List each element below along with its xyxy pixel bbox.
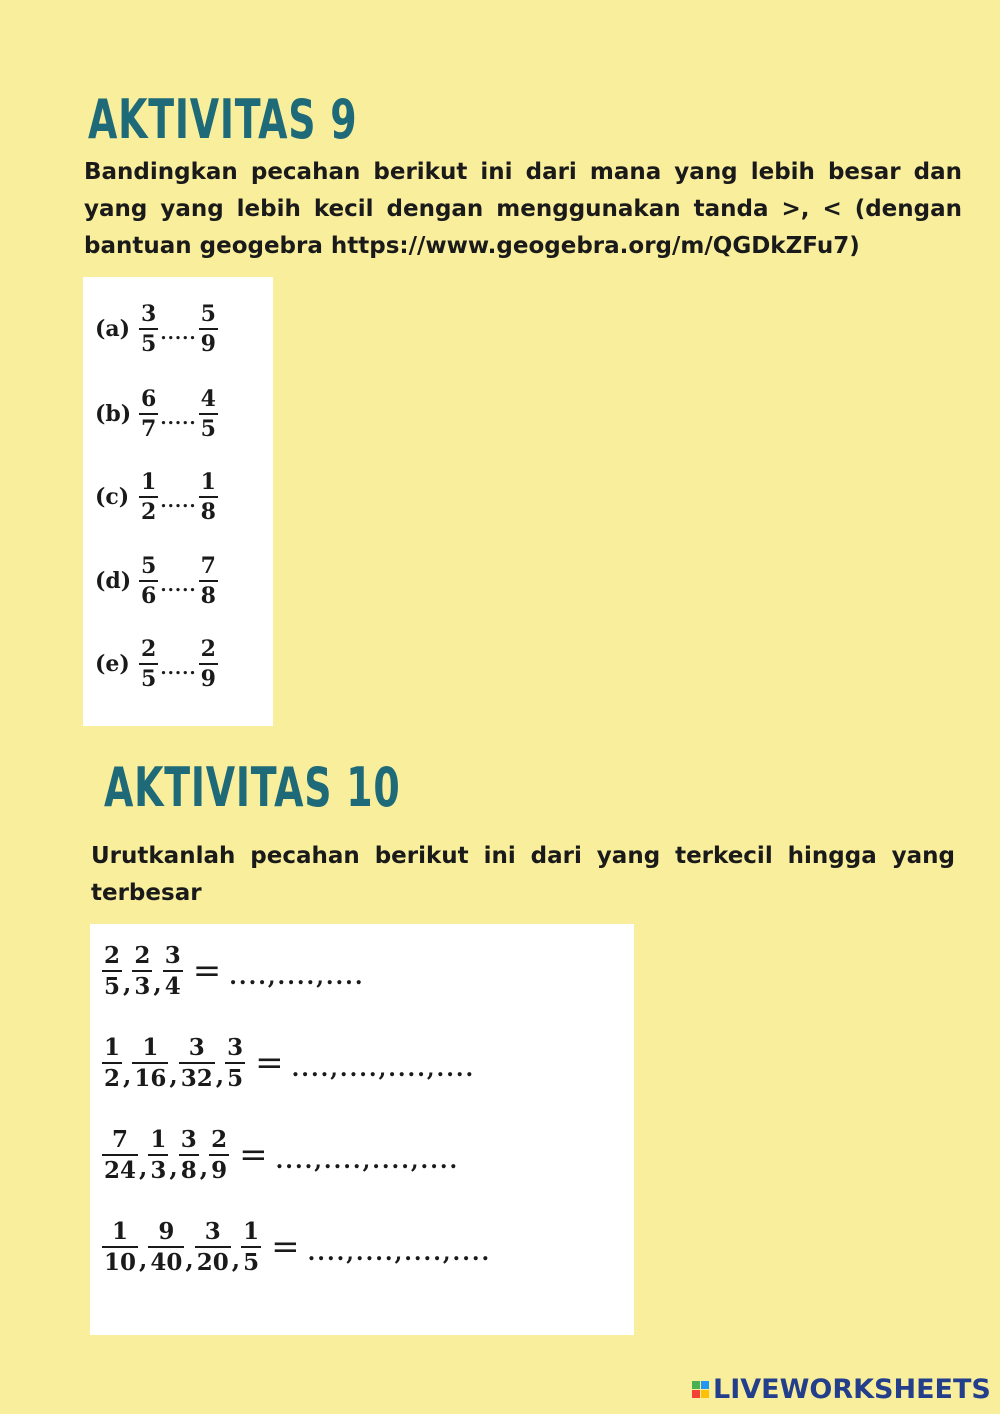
answer-blank[interactable]: ....,....,.... xyxy=(229,964,365,990)
numerator: 3 xyxy=(188,1034,205,1061)
instruction-line: terbesar xyxy=(91,880,202,906)
numerator: 7 xyxy=(200,553,216,579)
item-label: (a) xyxy=(95,316,131,342)
fraction xyxy=(139,388,158,440)
denominator: 8 xyxy=(200,499,216,525)
fraction-bar xyxy=(139,496,158,498)
numerator: 1 xyxy=(104,1034,121,1061)
numerator: 1 xyxy=(142,1034,159,1061)
numerator: 7 xyxy=(112,1126,129,1153)
answer-blank[interactable]: ..... xyxy=(160,490,197,512)
denominator: 5 xyxy=(243,1249,260,1276)
fraction xyxy=(179,1036,215,1090)
comparison-item xyxy=(95,303,218,355)
comma-separator: , xyxy=(123,968,132,998)
instruction-line: Urutkanlah pecahan berikut ini dari yang terkecil hingga yang xyxy=(91,843,955,869)
equals-sign: = xyxy=(271,1227,300,1267)
numerator: 5 xyxy=(200,301,216,327)
fraction xyxy=(132,1036,168,1090)
numerator: 3 xyxy=(164,942,181,969)
fraction-bar xyxy=(163,970,183,972)
numerator: 2 xyxy=(134,942,151,969)
fraction xyxy=(102,1128,138,1182)
fraction-bar xyxy=(102,1154,138,1156)
activity-9-title: AKTIVITAS 9 xyxy=(88,88,358,151)
denominator: 5 xyxy=(200,416,216,442)
instruction-line: bantuan geogebra https://www.geogebra.org/m/QGDkZFu7) xyxy=(84,233,860,259)
numerator: 2 xyxy=(141,636,157,662)
denominator: 6 xyxy=(141,583,157,609)
fraction xyxy=(209,1128,229,1182)
fraction-bar xyxy=(199,663,218,665)
denominator: 9 xyxy=(200,331,216,357)
fraction-bar xyxy=(199,580,218,582)
answer-blank[interactable]: ..... xyxy=(160,322,197,344)
fraction-bar xyxy=(225,1062,245,1064)
comma-separator: , xyxy=(139,1244,148,1274)
numerator: 3 xyxy=(227,1034,244,1061)
denominator: 7 xyxy=(141,416,157,442)
fraction-bar xyxy=(102,1246,138,1248)
fraction xyxy=(163,944,183,998)
fraction xyxy=(148,1220,184,1274)
fraction xyxy=(148,1128,168,1182)
denominator: 5 xyxy=(141,666,157,692)
fraction-bar xyxy=(139,328,158,330)
fraction-bar xyxy=(139,413,158,415)
fraction xyxy=(199,388,218,440)
answer-blank[interactable]: ..... xyxy=(160,407,197,429)
comma-separator: , xyxy=(215,1060,225,1090)
numerator: 9 xyxy=(158,1218,175,1245)
denominator: 2 xyxy=(141,499,157,525)
comparison-item xyxy=(95,388,218,440)
fraction xyxy=(199,638,218,690)
fraction xyxy=(102,944,122,998)
fraction xyxy=(179,1128,199,1182)
fraction xyxy=(139,303,158,355)
fraction-bar xyxy=(102,1062,122,1064)
denominator: 20 xyxy=(196,1249,229,1276)
denominator: 16 xyxy=(134,1065,167,1092)
denominator: 10 xyxy=(104,1249,137,1276)
fraction-bar xyxy=(102,970,122,972)
fraction-bar xyxy=(179,1062,215,1064)
fraction xyxy=(241,1220,261,1274)
fraction xyxy=(102,1036,122,1090)
comma-separator: , xyxy=(231,1244,241,1274)
denominator: 3 xyxy=(150,1157,167,1184)
fraction-bar xyxy=(199,413,218,415)
denominator: 40 xyxy=(150,1249,183,1276)
fraction-bar xyxy=(209,1154,229,1156)
denominator: 5 xyxy=(141,331,157,357)
fraction xyxy=(195,1220,231,1274)
fraction-bar xyxy=(241,1246,261,1248)
fraction-bar xyxy=(148,1154,168,1156)
comma-separator: , xyxy=(169,1060,178,1090)
numerator: 1 xyxy=(150,1126,167,1153)
fraction xyxy=(225,1036,245,1090)
denominator: 32 xyxy=(180,1065,213,1092)
numerator: 1 xyxy=(200,469,216,495)
numerator: 6 xyxy=(141,386,157,412)
answer-blank[interactable]: ....,....,....,.... xyxy=(275,1148,460,1174)
ordering-row xyxy=(102,1220,491,1274)
item-label: (d) xyxy=(95,568,132,594)
ordering-row xyxy=(102,1128,459,1182)
numerator: 3 xyxy=(204,1218,221,1245)
numerator: 2 xyxy=(104,942,121,969)
equals-sign: = xyxy=(255,1043,284,1083)
numerator: 1 xyxy=(141,469,157,495)
fraction xyxy=(132,944,152,998)
denominator: 5 xyxy=(104,973,121,1000)
activity-10-title: AKTIVITAS 10 xyxy=(104,756,401,819)
activity-9-instruction xyxy=(84,154,962,265)
numerator: 2 xyxy=(211,1126,228,1153)
equals-sign: = xyxy=(192,951,222,991)
comparison-item xyxy=(95,555,218,607)
fraction-bar xyxy=(195,1246,231,1248)
numerator: 1 xyxy=(112,1218,129,1245)
fraction-bar xyxy=(139,663,158,665)
liveworksheets-brand xyxy=(692,1374,991,1405)
comparison-item xyxy=(95,638,218,690)
liveworksheets-logo-icon xyxy=(692,1381,709,1398)
fraction xyxy=(139,471,158,523)
denominator: 24 xyxy=(104,1157,137,1184)
denominator: 2 xyxy=(104,1065,121,1092)
brand-text: LIVEWORKSHEETS xyxy=(713,1374,991,1405)
fraction xyxy=(102,1220,138,1274)
fraction-bar xyxy=(139,580,158,582)
comma-separator: , xyxy=(199,1152,209,1182)
fraction xyxy=(199,303,218,355)
numerator: 4 xyxy=(200,386,216,412)
activity-10-exercise-box xyxy=(90,924,634,1335)
denominator: 5 xyxy=(227,1065,244,1092)
answer-blank[interactable]: ..... xyxy=(160,657,197,679)
denominator: 4 xyxy=(164,973,181,1000)
activity-9-exercise-box xyxy=(83,277,273,726)
instruction-line: Bandingkan pecahan berikut ini dari mana yang lebih besar dan xyxy=(84,159,962,185)
denominator: 8 xyxy=(180,1157,197,1184)
ordering-row xyxy=(102,1036,475,1090)
numerator: 3 xyxy=(141,301,157,327)
comma-separator: , xyxy=(153,968,162,998)
instruction-line: yang yang lebih kecil dengan menggunakan tanda >, < (dengan xyxy=(84,196,962,222)
numerator: 5 xyxy=(141,553,157,579)
fraction-bar xyxy=(179,1154,199,1156)
answer-blank[interactable]: ....,....,....,.... xyxy=(291,1056,476,1082)
activity-10-instruction xyxy=(91,838,955,912)
comma-separator: , xyxy=(169,1152,178,1182)
denominator: 9 xyxy=(211,1157,228,1184)
fraction-bar xyxy=(132,1062,168,1064)
comma-separator: , xyxy=(139,1152,148,1182)
fraction-bar xyxy=(148,1246,184,1248)
comparison-item xyxy=(95,471,218,523)
denominator: 9 xyxy=(200,666,216,692)
item-label: (e) xyxy=(95,651,130,677)
numerator: 2 xyxy=(200,636,216,662)
comma-separator: , xyxy=(185,1244,194,1274)
fraction-bar xyxy=(199,328,218,330)
ordering-row xyxy=(102,944,365,998)
denominator: 8 xyxy=(200,583,216,609)
fraction-bar xyxy=(132,970,152,972)
numerator: 3 xyxy=(180,1126,197,1153)
fraction xyxy=(199,555,218,607)
answer-blank[interactable]: ..... xyxy=(160,574,197,596)
fraction xyxy=(139,555,158,607)
fraction-bar xyxy=(199,496,218,498)
denominator: 3 xyxy=(134,973,151,1000)
equals-sign: = xyxy=(239,1135,268,1175)
fraction xyxy=(139,638,158,690)
fraction xyxy=(199,471,218,523)
item-label: (b) xyxy=(95,401,132,427)
item-label: (c) xyxy=(95,484,130,510)
answer-blank[interactable]: ....,....,....,.... xyxy=(307,1240,492,1266)
numerator: 1 xyxy=(243,1218,260,1245)
comma-separator: , xyxy=(123,1060,132,1090)
